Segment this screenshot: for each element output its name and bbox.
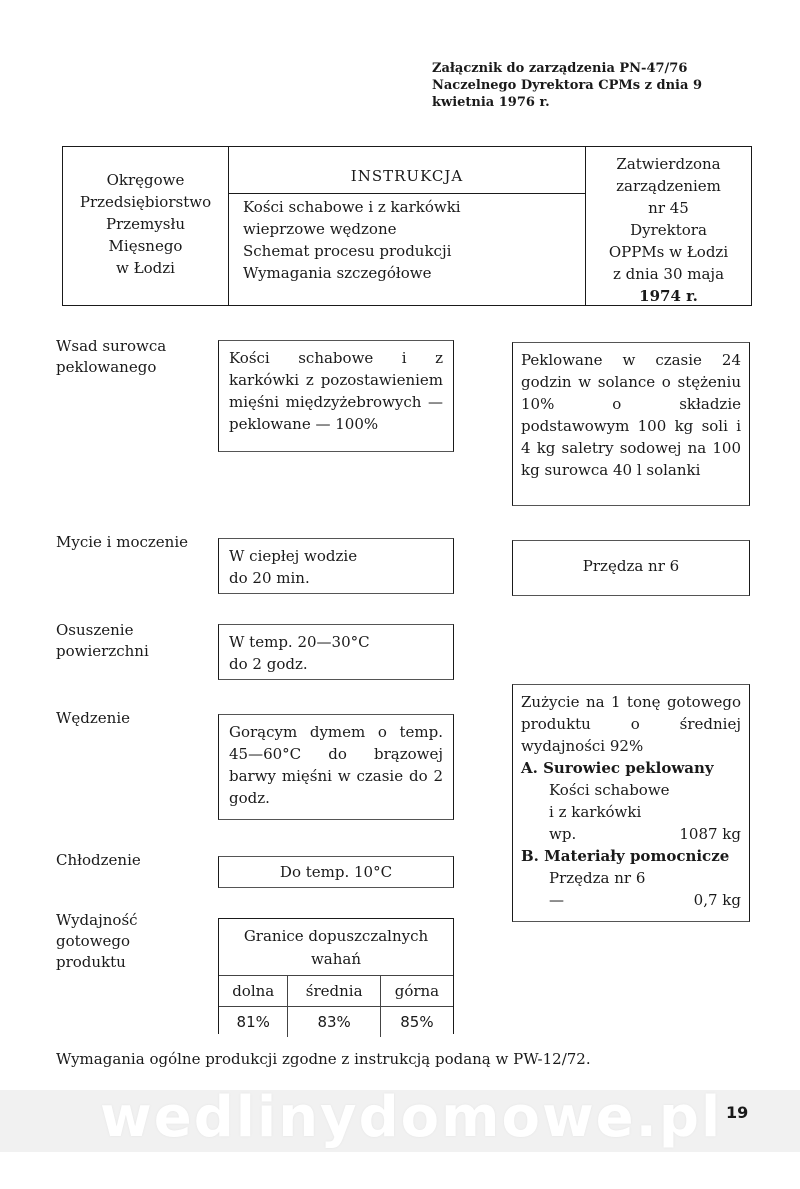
approval-cell [586, 146, 752, 306]
consumption-box [512, 684, 750, 922]
step-label-drying: Osuszenie powierzchni [56, 621, 149, 660]
step-box-smoking: Gorącym dymem o temp. 45—60°C do brązowej barwy mięśni w czasie do 2 godz. [218, 714, 454, 820]
yield-header-low: dolna [219, 976, 288, 1007]
approval-line: OPPMs w Łodzi [608, 243, 729, 261]
watermark-text: wedlinydomowe.pl [100, 1085, 723, 1150]
consumption-intro: Zużycie na 1 tonę gotowego produktu o średniej wydajności 92% [521, 693, 741, 755]
consumption-a-title: A. Surowiec peklowany [521, 759, 714, 777]
yield-value-high: 85% [400, 1013, 434, 1031]
step-label-cooling: Chłodzenie [56, 851, 141, 869]
approval-line: nr 45 [648, 199, 689, 217]
org-line: w Łodzi [116, 259, 175, 277]
approval-line: z dnia 30 maja [612, 265, 725, 283]
annex-note: Załącznik do zarządzenia PN-47/76 Naczelnego Dyrektora CPMs z dnia 9 kwietnia 1976 r. [432, 61, 702, 110]
consumption-b-item: Przędza nr 6 [549, 869, 646, 887]
yield-header-high: górna [380, 976, 453, 1007]
org-line: Przemysłu [106, 215, 185, 233]
step-label-washing: Mycie i moczenie [56, 533, 189, 551]
approval-line: zarządzeniem [616, 177, 721, 195]
approval-line: Dyrektora [630, 221, 707, 239]
yield-table [218, 918, 454, 1034]
instruction-line: Kości schabowe i z karkówki [243, 198, 461, 216]
step-box-drying: W temp. 20—30°C do 2 godz. [218, 624, 454, 680]
consumption-b-value: 0,7 kg [693, 891, 741, 909]
instruction-line: Schemat procesu produkcji [243, 242, 452, 260]
yield-value-mid: 83% [288, 1007, 380, 1038]
org-line: Okręgowe [106, 171, 185, 189]
consumption-a-value: 1087 kg [679, 825, 741, 843]
step-box-cooling: Do temp. 10°C [218, 856, 454, 888]
approval-line: 1974 r. [639, 287, 698, 305]
consumption-b-prefix: — [549, 891, 564, 909]
yield-header-mid: średnia [288, 976, 380, 1007]
yield-table-title: Granice dopuszczalnych wahań [219, 919, 453, 976]
twine-note-box: Przędza nr 6 [512, 540, 750, 596]
page-number: 19 [726, 1103, 749, 1122]
step-label-yield: Wydajność gotowego produktu [56, 911, 138, 971]
consumption-b-title: B. Materiały pomocnicze [521, 847, 730, 865]
org-line: Przedsiębiorstwo [79, 193, 212, 211]
step-label-charge: Wsad surowca peklowanego [56, 337, 167, 376]
instruction-line: Wymagania szczegółowe [243, 264, 432, 282]
approval-line: Zatwierdzona [616, 155, 721, 173]
instruction-cell [228, 146, 586, 306]
instruction-line: wieprzowe wędzone [243, 220, 397, 238]
yield-value-low: 81% [219, 1007, 288, 1038]
curing-note-box: Peklowane w czasie 24 godzin w solance o stężeniu 10% o składzie podstawowym 100 kg soli i 4 kg saletry sodowej na 100 kg surowca 40 l solanki [512, 342, 750, 506]
org-line: Mięsnego [108, 237, 183, 255]
consumption-a-item: Kości schabowe i z karkówki [549, 781, 670, 821]
step-box-charge: Kości schabowe i z karkówki z pozostawieniem mięśni międzyżebrowych — peklowane — 100% [218, 340, 454, 452]
organization-cell [62, 146, 228, 306]
step-box-washing: W ciepłej wodzie do 20 min. [218, 538, 454, 594]
general-requirements-footer: Wymagania ogólne produkcji zgodne z instrukcją podaną w PW-12/72. [56, 1050, 591, 1068]
instruction-title: INSTRUKCJA [229, 147, 585, 194]
step-label-smoking: Wędzenie [56, 709, 131, 727]
consumption-a-prefix: wp. [549, 825, 577, 843]
